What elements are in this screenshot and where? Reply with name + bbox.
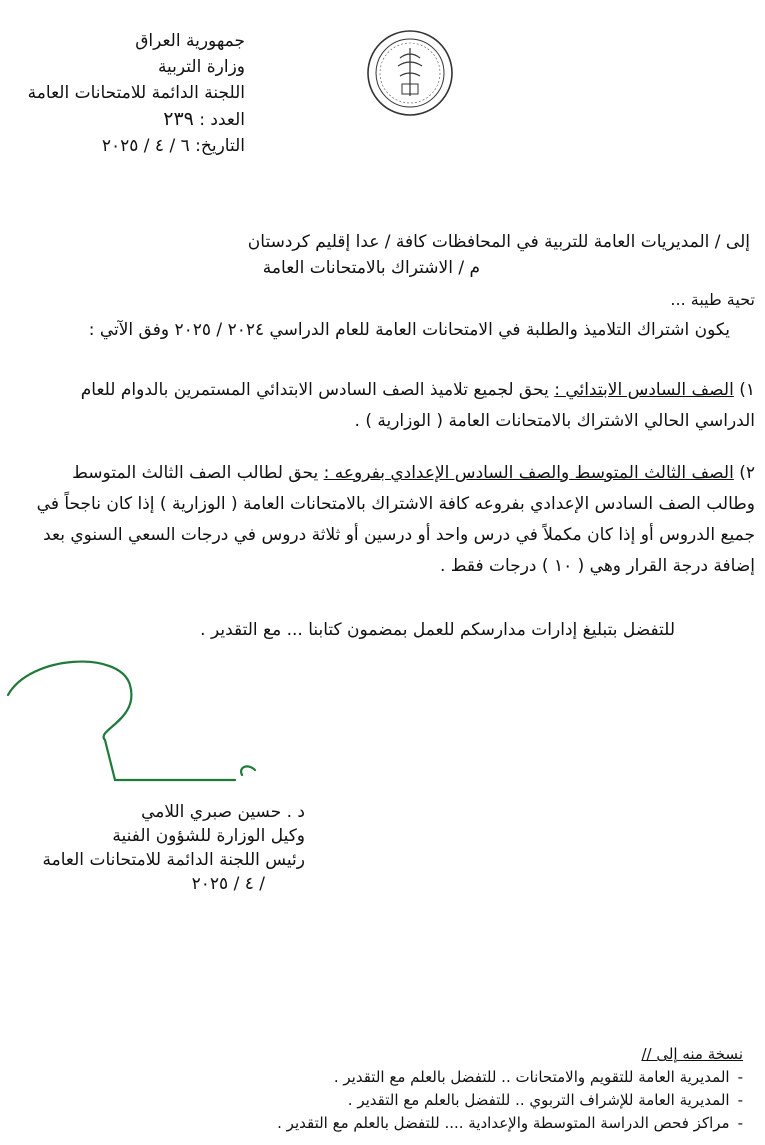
paragraph-2 [35,458,755,582]
copy-to-item: -المديرية العامة للتقويم والامتحانات .. للتفضل بالعلم مع التقدير . [333,1068,743,1086]
copy-to-title: نسخة منه إلى // [641,1045,743,1063]
reference-number [5,106,245,133]
intro-text: يكون اشتراك التلاميذ والطلبة في الامتحانات العامة للعام الدراسي ٢٠٢٤ / ٢٠٢٥ وفق الآتي : [88,320,730,340]
copy-to-section [277,1043,743,1135]
copy-to-item: -المديرية العامة للإشراف التربوي .. للتفضل بالعلم مع التقدير . [347,1091,743,1109]
closing-text: للتفضل بتبليغ إدارات مدارسكم للعمل بمضمون كتابنا ... مع التقدير . [200,620,675,640]
handwritten-signature [0,655,270,795]
paragraph-2-number: ٢) [739,463,755,483]
recipient-line: إلى / المديريات العامة للتربية في المحافظات كافة / عدا إقليم كردستان [247,232,750,252]
paragraph-1-number: ١) [739,380,755,400]
greeting: تحية طيبة ... [670,290,755,309]
paragraph-1-heading: الصف السادس الابتدائي : [554,380,734,400]
paragraph-1 [35,375,755,437]
paragraph-1-text: يحق لجميع تلاميذ الصف السادس الابتدائي المستمرين بالدوام للعام الدراسي الحالي الاشتراك بالامتحانات العامة ( الوزارية ) . [80,380,755,431]
signer-name: د . حسين صبري اللامي [141,802,305,822]
document-date [5,133,245,159]
committee-name: اللجنة الدائمة للامتحانات العامة [27,83,245,103]
paragraph-2-text: يحق لطالب الصف الثالث المتوسط وطالب الصف السادس الإعدادي بفروعه كافة الاشتراك بالامتحانات العامة ( الوزارية ) إذا كان ناجحاً في جميع الدروس أو إذا كان مكملاً في درس واحد أو درسين أو ثلاثة دروس في درجات السعي السنوي بعد إضافة درجة القرار وهي ( ١٠ ) درجات فقط . [36,463,755,576]
date-value: ٦ / ٤ / ٢٠٢٥ [101,136,190,156]
copy-to-item: -مراكز فحص الدراسة المتوسطة والإعدادية .... للتفضل بالعلم مع التقدير . [277,1114,743,1132]
ministry-name: وزارة التربية [157,57,245,77]
date-label: التاريخ: [195,136,245,156]
number-value: ٢٣٩ [163,108,194,130]
signer-title: وكيل الوزارة للشؤون الفنية [112,826,305,846]
country-name: جمهورية العراق [135,31,245,51]
letterhead [5,28,245,159]
number-label: العدد : [199,110,245,130]
ministry-seal-icon [365,28,455,118]
signature-date: / ٤ / ٢٠٢٥ [191,874,265,894]
paragraph-2-heading: الصف الثالث المتوسط والصف السادس الإعدادي بفروعه : [323,463,734,483]
signature-block [43,800,305,896]
subject-line: م / الاشتراك بالامتحانات العامة [262,258,480,278]
signer-position: رئيس اللجنة الدائمة للامتحانات العامة [42,850,305,870]
